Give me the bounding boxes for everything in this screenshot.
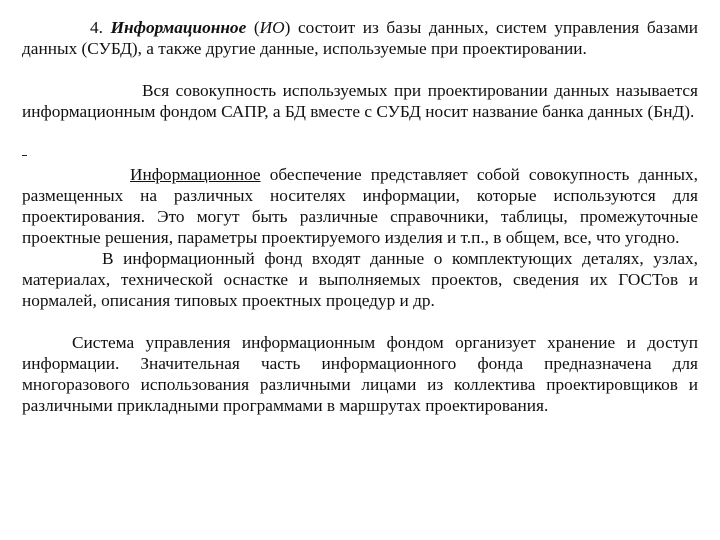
paragraph-text: состоит из базы данных, систем управления базами данных (СУБД), а также другие данные, используемые при проектировании.	[22, 18, 699, 58]
dash-marker	[22, 143, 698, 164]
paragraph-information-fund	[22, 80, 698, 122]
term-informational-underlined: Информационное	[130, 165, 261, 184]
paragraph-information-support-definition	[22, 17, 698, 59]
paragraph-spacer	[22, 122, 698, 143]
paragraph-text: Система управления информационным фондом организует хранение и доступ информации. Значительная часть информационного фонда предназначена для многоразового использования различными лицами из коллектива проектировщиков и различными прикладными программами в маршрутах проектирования.	[22, 333, 698, 415]
paragraph-spacer	[22, 59, 698, 80]
paragraph-fund-management-system	[22, 332, 698, 416]
paragraph-text: В информационный фонд входят данные о комплектующих деталях, узлах, материалах, технической оснастке и выполняемых проектов, сведения их ГОСТов и нормалей, описания типовых проектных процедур и др.	[22, 249, 698, 310]
paragraph-text: обеспечение представляет собой совокупность данных, размещенных на различных носителях информации, которые используются для проектирования. Это могут быть различные справочники, таблицы, промежуточные проектные решения, параметры проектируемого изделия и т.п., в общем, все, что угодно.	[22, 165, 698, 247]
paragraph-number: 4.	[90, 18, 103, 37]
paragraph-information-support-description	[22, 164, 698, 248]
paragraph-fund-contents	[22, 248, 698, 311]
paragraph-text: Вся совокупность используемых при проектировании данных называется информационным фондом САПР, а БД вместе с СУБД носит название банка данных (БнД).	[22, 81, 698, 121]
paragraph-spacer	[22, 311, 698, 332]
text-body	[22, 17, 698, 416]
abbr-close: )	[284, 18, 291, 37]
term-informational: Информационное	[110, 18, 247, 37]
abbr-open: (	[253, 18, 260, 37]
abbr-io: ИО	[259, 18, 285, 37]
